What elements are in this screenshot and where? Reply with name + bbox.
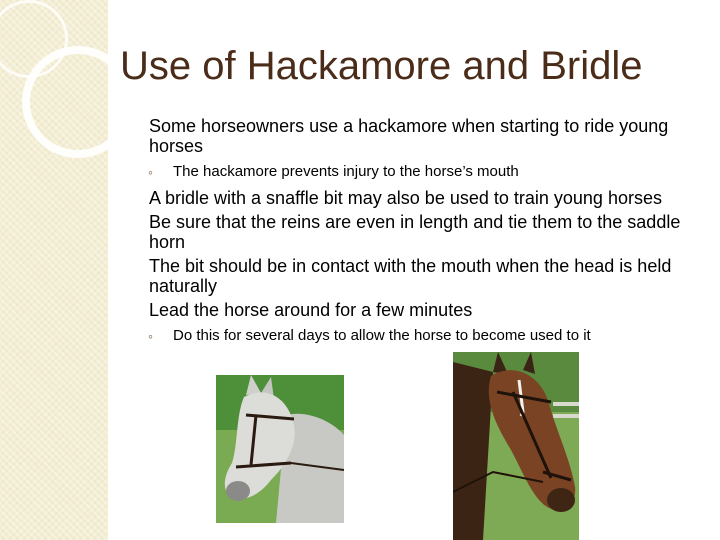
decorative-sidebar	[0, 0, 108, 540]
bullet-item	[128, 300, 700, 320]
gray-horse-photo	[216, 375, 344, 523]
bullet-item	[128, 116, 700, 156]
bullet-text: Be sure that the reins are even in length and tie them to the saddle horn	[149, 212, 681, 252]
bullet-text: The bit should be in contact with the mouth when the head is held naturally	[149, 256, 672, 296]
sub-bullet-marker-icon: ◦	[148, 328, 153, 344]
sub-bullet-marker-icon: ◦	[148, 164, 153, 180]
bullet-item	[128, 256, 700, 296]
sub-bullet-item	[128, 163, 700, 181]
bullet-text: A bridle with a snaffle bit may also be used to train young horses	[149, 188, 662, 208]
bullet-list	[128, 116, 700, 352]
bay-horse-photo	[453, 352, 579, 540]
slide-title: Use of Hackamore and Bridle	[120, 44, 643, 88]
bullet-item	[128, 212, 700, 252]
sub-bullet-item	[128, 327, 700, 345]
bullet-item	[128, 188, 700, 208]
bullet-text: Some horseowners use a hackamore when starting to ride young horses	[149, 116, 669, 156]
bullet-text: Lead the horse around for a few minutes	[149, 300, 473, 320]
sub-bullet-text: Do this for several days to allow the horse to become used to it	[173, 327, 591, 344]
sub-bullet-text: The hackamore prevents injury to the horse’s mouth	[173, 163, 519, 180]
